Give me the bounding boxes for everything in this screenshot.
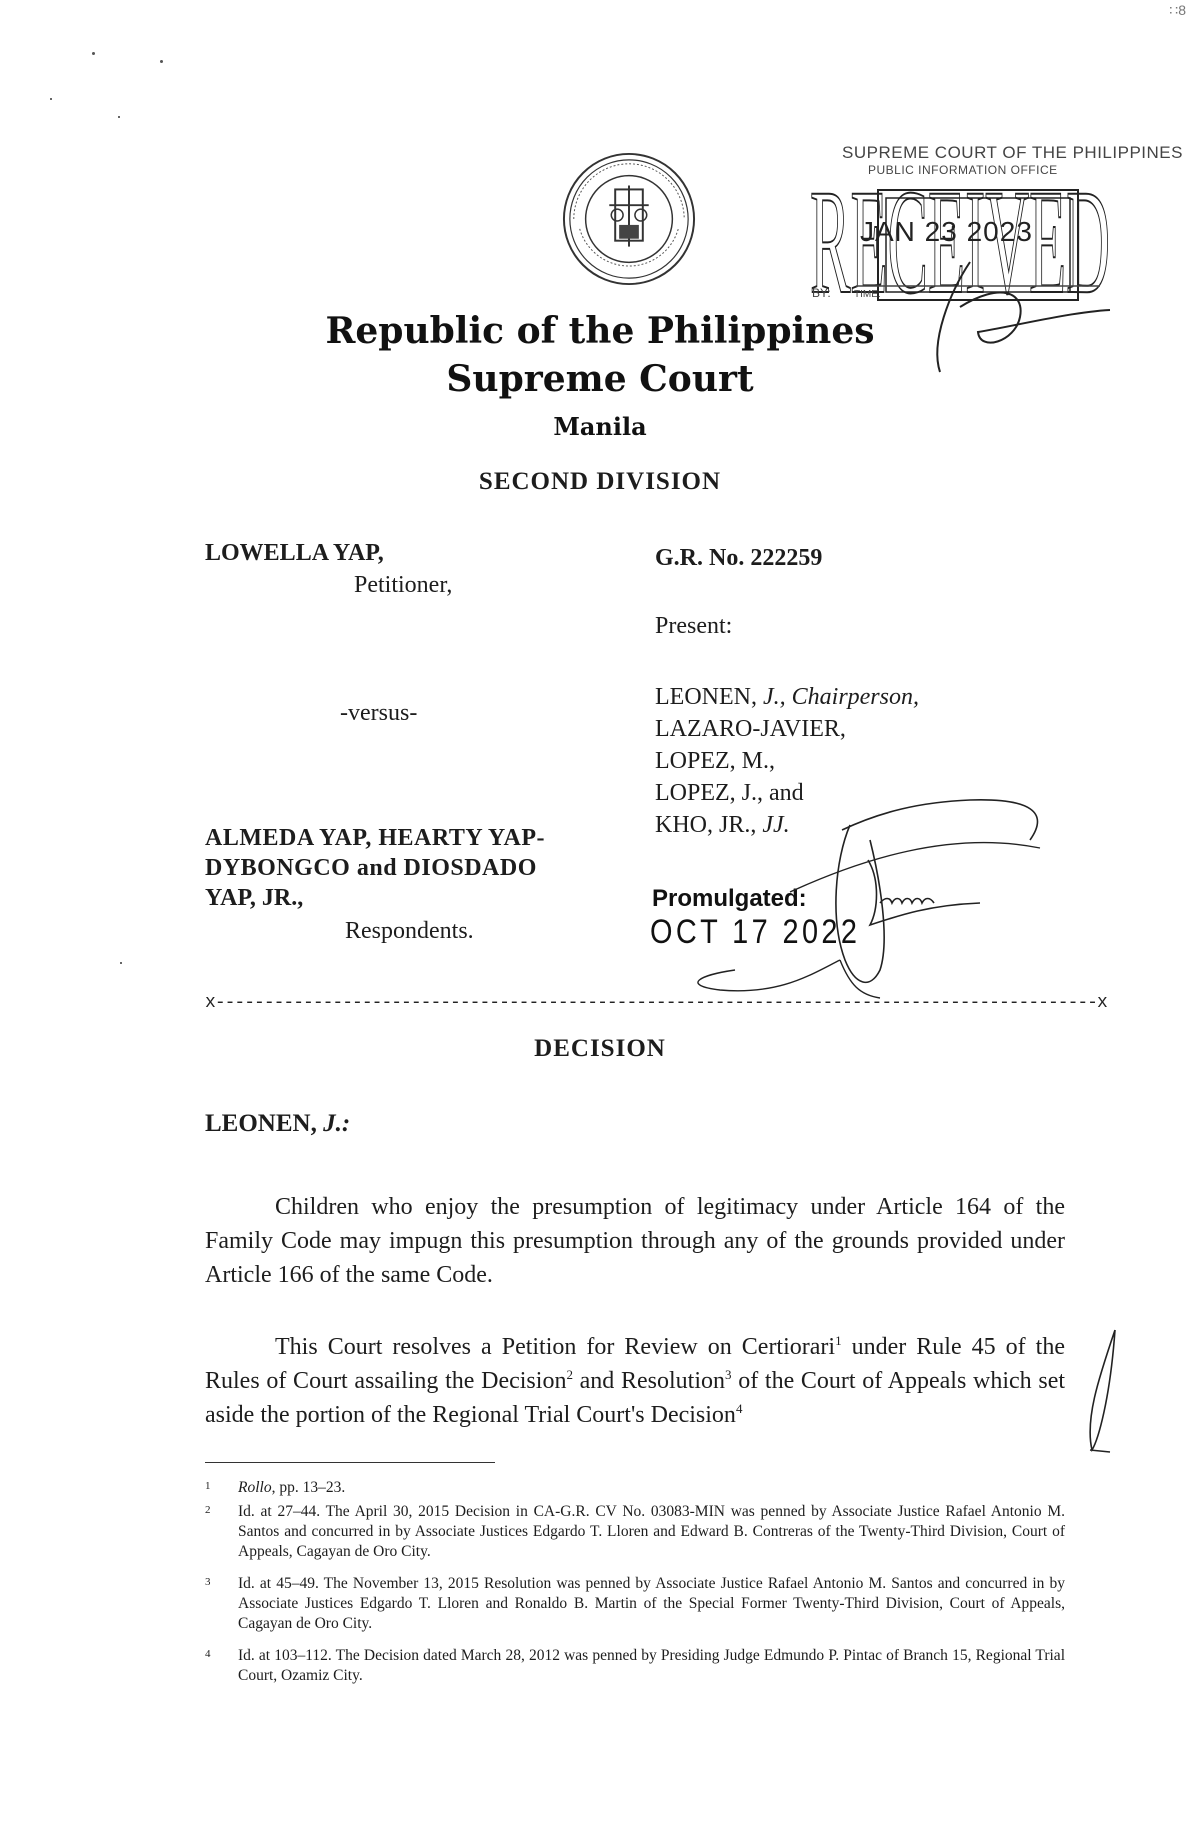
- respondents-role: Respondents.: [345, 918, 474, 944]
- respondents-line-1: ALMEDA YAP, HEARTY YAP-: [205, 825, 546, 851]
- footnote-1: 1 Rollo, pp. 13–23.: [205, 1479, 346, 1496]
- scan-speck: [92, 52, 95, 55]
- footnote-ref-4[interactable]: 4: [735, 1401, 743, 1416]
- promulgated-date: OCT 17 2022: [650, 913, 861, 951]
- supreme-court-seal-icon: [560, 150, 698, 288]
- stamp-office-name: PUBLIC INFORMATION OFFICE: [868, 163, 1058, 177]
- paragraph-1: Children who enjoy the presumption of legitimacy under Article 164 of the Family Code may impugn this presumption through any of the grounds provided under Article 166 of the same Code.: [205, 1194, 1065, 1288]
- stamp-time-label: TIME:: [854, 289, 881, 300]
- justices-list: [655, 681, 919, 841]
- scan-speck: [120, 962, 122, 964]
- stamp-date: JAN 23 2023: [860, 216, 1033, 247]
- scan-speck: [118, 116, 120, 118]
- footnote-2: 2 Id. at 27–44. The April 30, 2015 Decision in CA-G.R. CV No. 03083-MIN was penned by Associate Justice Rafael Antonio M. Santos and concurred in by Associate Justices Edgardo T. Lloren and Edward B. Contreras of the Twenty-Third Division, Court of Appeals, Cagayan de Oro City.: [205, 1503, 1065, 1560]
- justice-item: KHO, JR., JJ.: [655, 812, 790, 838]
- ponente-line: [205, 1110, 350, 1138]
- header-city: Manila: [553, 412, 647, 441]
- footnote-4: 4 Id. at 103–112. The Decision dated March 28, 2012 was penned by Presiding Judge Edmundo P. Pintac of Branch 15, Regional Trial Court, Ozamiz City.: [205, 1647, 1065, 1684]
- justice-item: LOPEZ, M.,: [655, 748, 775, 774]
- scan-speck: [160, 60, 163, 63]
- respondents-line-2: DYBONGCO and DIOSDADO: [205, 855, 537, 881]
- page-corner-mark: ∷8: [1169, 2, 1186, 18]
- footnote-ref-3[interactable]: 3: [725, 1367, 732, 1382]
- header-court: Supreme Court: [446, 358, 754, 400]
- petitioner-role: Petitioner,: [354, 572, 453, 598]
- paragraph-2: This Court resolves a Petition for Review on Certiorari$^1$ under Rule 45 of the Rules of Court assailing the Decision$^2$ and Resolution$^3$ of the Court of Appeals which set aside the portion of the Regional Trial Court's Decision$^4$: [205, 1333, 1066, 1428]
- division-title: SECOND DIVISION: [478, 468, 722, 495]
- stamp-by-label: BY:: [812, 286, 831, 300]
- versus-label: -versus-: [340, 700, 418, 726]
- footnote-3: 3 Id. at 45–49. The November 13, 2015 Resolution was penned by Associate Justice Rafael Antonio M. Santos and concurred in by Associate Justices Edgardo T. Lloren and Ronaldo B. Martin of the Special Former Twenty-Third Division, Court of Appeals, Cagayan de Oro City.: [205, 1575, 1065, 1632]
- footnote-rule: [205, 1462, 495, 1463]
- stamp-big-word: RECEIVED: [810, 159, 1110, 325]
- footnote-ref-1[interactable]: 1: [835, 1333, 842, 1348]
- promulgated-label: Promulgated:: [652, 885, 807, 912]
- justice-item: LEONEN, J., Chairperson,: [655, 684, 919, 710]
- present-label: Present:: [655, 613, 733, 639]
- footnote-ref-2[interactable]: 2: [566, 1367, 573, 1382]
- justice-item: LAZARO-JAVIER,: [655, 716, 846, 742]
- respondents-line-3: YAP, JR.,: [205, 885, 304, 911]
- petitioner-name: LOWELLA YAP,: [205, 540, 384, 566]
- ponente-suffix: J.:: [323, 1110, 351, 1137]
- scan-speck: [50, 98, 52, 100]
- gr-number: G.R. No. 222259: [655, 545, 823, 571]
- ponente-name: LEONEN,: [205, 1110, 324, 1137]
- justice-item: LOPEZ, J., and: [655, 780, 804, 806]
- caption-divider: x------------------------------------------------------------------------------------------x: [205, 993, 1107, 1013]
- decision-title: DECISION: [534, 1035, 666, 1062]
- header-republic: Republic of the Philippines: [325, 310, 875, 352]
- stamp-court-name: SUPREME COURT OF THE PHILIPPINES: [842, 143, 1183, 162]
